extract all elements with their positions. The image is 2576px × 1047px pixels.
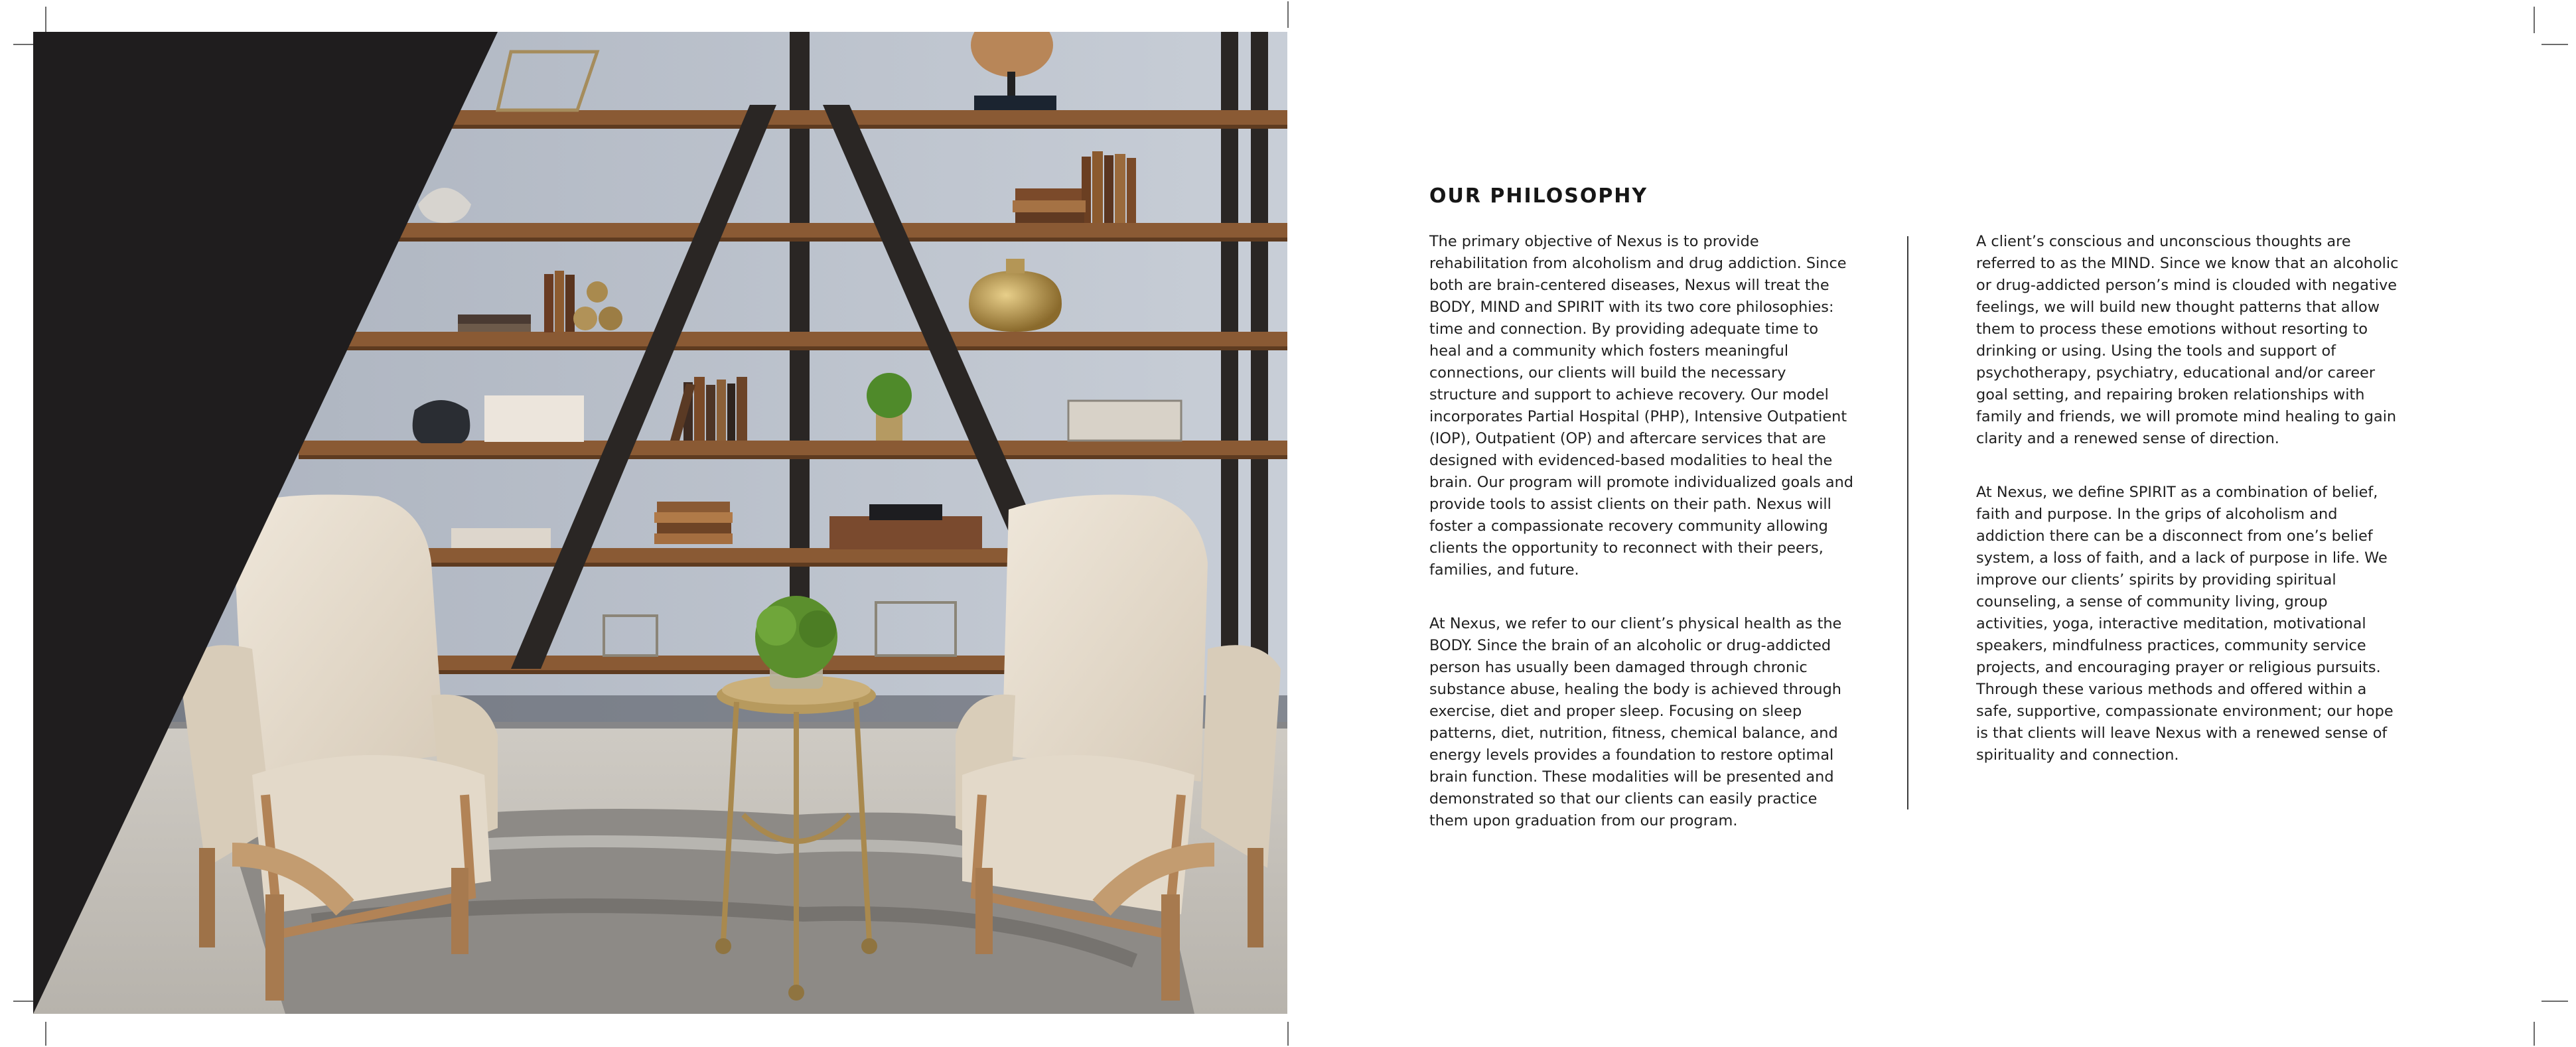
crop-mark (2541, 1001, 2568, 1002)
crop-mark (2534, 1022, 2535, 1046)
paragraph-mind: A client’s conscious and unconscious thoughts are referred to as the MIND. Since we know that an alcoholic or drug-addicted person’s mind is clouded with negative feelings, we will build new thought patterns that allow them to process these emotions without resorting to drinking or using. Using the tools and support of psychotherapy, psychiatry, educational and/or career goal setting, and repairing broken relationships with family and friends, we will promote mind healing to gain clarity and a renewed sense of direction. (1976, 233, 2399, 447)
crop-mark (2534, 7, 2535, 33)
paragraph-objective: The primary objective of Nexus is to provide rehabilitation from alcoholism and drug addiction. Since both are brain-centered diseases, Nexus will treat the BODY, MIND and SPIRIT with its two core philosophies: time and connection. By providing adequate time to heal and a community which fosters meaningful connections, our clients will build the necessary structure and support to achieve recovery. Our model incorporates Partial Hospital (PHP), Intensive Outpatient (IOP), Outpatient (OP) and aftercare services that are designed with evidenced-based modalities to heal the brain. Our program will promote individualized goals and provide tools to assist clients on their path. Nexus will foster a compassionate recovery community allowing clients the opportunity to reconnect with their peers, families, and future. (1429, 233, 1854, 579)
text-column-right (1976, 231, 2401, 798)
column-divider (1907, 236, 1908, 809)
paragraph-spirit: At Nexus, we define SPIRIT as a combination of belief, faith and purpose. In the grips of alcoholism and addiction there can be a disconnect from one’s belief system, a loss of faith, and a lack of purpose in life. We improve our clients’ spirits by providing spiritual counseling, a sense of community living, group activities, yoga, interactive meditation, motivational speakers, mindfulness practices, community service projects, and encouraging prayer or religious pursuits. Through these various methods and offered within a safe, supportive, compassionate environment; our hope is that clients will leave Nexus with a renewed sense of spirituality and connection. (1976, 484, 2394, 764)
crop-mark (45, 1022, 46, 1046)
crop-mark (1287, 1, 1289, 28)
crop-mark (2541, 44, 2568, 45)
section-heading: OUR PHILOSOPHY (1429, 184, 1648, 208)
crop-mark (1287, 1022, 1289, 1046)
paragraph-body: At Nexus, we refer to our client’s physical health as the BODY. Since the brain of an alcoholic or drug-addicted person has usually been damaged through chronic substance abuse, healing the body is achieved through exercise, diet and proper sleep. Focusing on sleep patterns, diet, nutrition, fitness, chemical balance, and energy levels provides a foundation to restore optimal brain function. These modalities will be presented and demonstrated so that our clients can easily practice them upon graduation from our program. (1429, 615, 1842, 829)
interior-photo (33, 32, 1287, 1014)
crop-mark (45, 7, 46, 33)
text-column-left (1429, 231, 1854, 864)
